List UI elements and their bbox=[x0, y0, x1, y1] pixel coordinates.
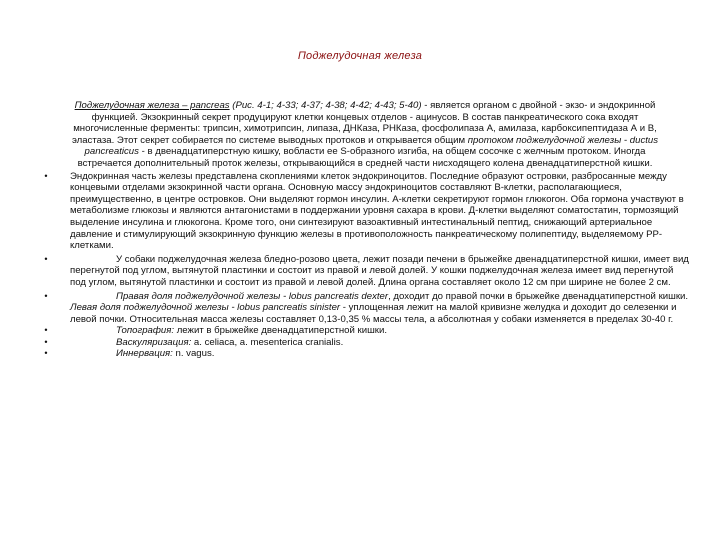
vascularization-label: Васкуляризация: bbox=[116, 336, 192, 348]
bullet-icon: • bbox=[44, 170, 48, 181]
left-lobe-text: - уплощенная лежит на малой кривизне желудка и доходит до селезенки и левой почки. Относительная масса железы составляет 0,13-0,35 % массы тела, а абсолютная у собаки изменяется в пределах 30-40 г. bbox=[70, 302, 677, 325]
list-item-topography bbox=[40, 325, 690, 337]
intro-paragraph bbox=[40, 100, 690, 170]
intro-text-1: - является органом с двойной - экзо- и эндокринной функцией. Экзокринный секрет продуцируют клетки концевых отделов - ацинусов. В состав панкреатического сока входят многочисленные ферменты: трипсин, химотрипсин, липаза, ДНКаза, РНКаза, фосфолипаза А, амилаза, карбоксипептидаза А и В, эластаза. Этот секрет собирается по системе выводных протоков и открывается общим bbox=[71, 100, 657, 146]
bullet-icon: • bbox=[44, 336, 48, 347]
intro-duct-term: протоком поджелудочной железы - ductus pancreaticus bbox=[84, 134, 659, 158]
endocrine-text: Эндокринная часть железы представлена скоплениями клеток эндокриноцитов. Последние образуют островки, разбросанные между концевыми отделами экзокринной части органа. Основную массу эндокриноцитов составляют В-клетки, располагающиеся, преимущественно, в центре островков. Они выделяют гормон инсулин. А-клетки секретируют гормон глюкогон. Оба гормона участвуют в метаболизме глюкозы и являются антагонистами в поддержании уровня сахара в крови. Д-клетки выделяют соматостатин, тормозящий выделение инсулина и глюкогона. Кроме того, они синтезируют вазоактивный интестинальный пептид, снижающий артериальное давление и стимулирующий экзокринную функцию железы в противоположность панкреатическому полипептиду, выделяемому РР-клетками. bbox=[70, 170, 684, 252]
dog-cat-text: У собаки поджелудочная железа бледно-розово цвета, лежит позади печени в брыжейке двенадцатиперстной кишки, имеет вид перегнутой под углом, вытянутой пластинки и состоит из правой и левой долей. У кошки поджелудочная железа имеет вид перегнутой под углом, вытянутой пластинки и состоит из правой и левой долей. Длина органа составляет около 12 см при ширине не более 2 см. bbox=[70, 253, 689, 288]
vascularization-text: a. celiaca, a. mesenterica cranialis. bbox=[191, 336, 344, 348]
bullet-icon: • bbox=[44, 290, 48, 301]
innervation-text: n. vagus. bbox=[172, 348, 215, 360]
list-item-dog-cat bbox=[40, 254, 690, 289]
topography-label: Топография: bbox=[116, 325, 175, 337]
list-item-innervation bbox=[40, 348, 690, 360]
bullet-icon: • bbox=[44, 325, 48, 336]
topography-text: лежит в брыжейке двенадцатиперстной кишки. bbox=[174, 325, 387, 337]
bullet-icon: • bbox=[44, 348, 48, 359]
intro-figure-refs: (Рис. 4-1; 4-33; 4-37; 4-38; 4-42; 4-43; 5-40) bbox=[229, 100, 422, 111]
intro-lead: Поджелудочная железа – pancreas bbox=[74, 100, 230, 111]
list-item-endocrine bbox=[40, 171, 690, 252]
list-item-vascularization bbox=[40, 337, 690, 349]
slide-title: Поджелудочная железа bbox=[297, 50, 423, 62]
right-lobe-term: Правая доля поджелудочной железы - lobus pancreatis dexter bbox=[116, 290, 389, 302]
right-lobe-text: , доходит до правой почки в брыжейке двенадцатиперстной кишки. bbox=[388, 290, 689, 302]
left-lobe-term: Левая доля поджелудочной железы - lobus pancreatis sinister bbox=[70, 302, 341, 314]
intro-text-2: - в двенадцатиперстную кишку, вобласти ее S-образного изгиба, на общем сосочке с желчным протоком. Иногда встречается дополнительный проток железы, открывающийся в средней части нисходящего колена двенадцатиперстной кишки. bbox=[77, 146, 653, 169]
list-item-lobes bbox=[40, 291, 690, 326]
bullet-list bbox=[40, 171, 690, 361]
bullet-icon: • bbox=[44, 253, 48, 264]
innervation-label: Иннервация: bbox=[116, 348, 173, 360]
content-body bbox=[40, 100, 690, 360]
